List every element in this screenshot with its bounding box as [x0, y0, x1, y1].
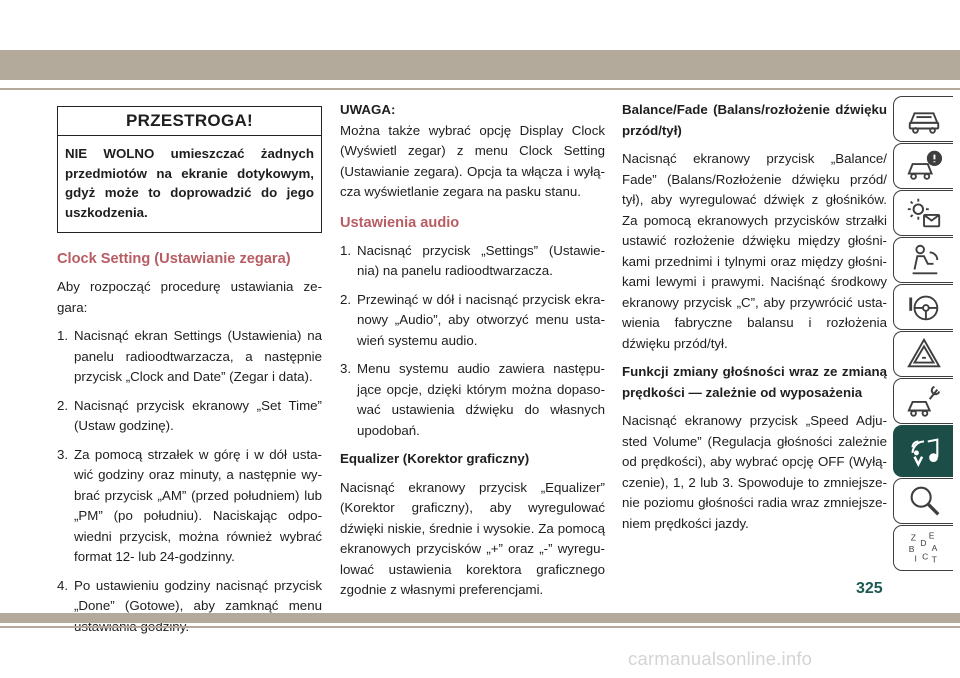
step-number: 4. [57, 577, 69, 593]
list-item [340, 290, 605, 352]
step-number: 3. [57, 446, 69, 462]
step-text: Przewinąć w dół i nacisnąć przycisk ekra-nowy „Audio”, aby otworzyć menu usta-wień systemu audio. [357, 291, 605, 348]
list-item [57, 396, 322, 437]
clock-intro: Aby rozpocząć procedurę ustawiania ze-gara: [57, 279, 322, 315]
index-letter: Z [910, 532, 916, 543]
search-index-icon[interactable] [893, 478, 953, 524]
balance-fade-text: Nacisnąć ekranowy przycisk „Balance/ Fade” (Balans/Rozłożenie dźwięku przód/ tył), aby wyregulować dźwięk z głośników. Za pomocą ekranowych przycisków strzałki ustawić rozłożenie dźwięku między głośni-kami przednimi i tylnymi oraz między głośni-kami lewymi i prawymi. Naciśnąć środkowy ekranowy przycisk „C”, aby przywrócić usta-wienia fabryczne balansu i rozłożenia dźwięku przód/tył. [622, 151, 887, 351]
equalizer-text: Nacisnąć ekranowy przycisk „Equalizer” (Korektor graficzny), aby wyregulować dźwięki niskie, średnie i wysokie. Za pomocą ekranowych przycisków „+” oraz „-” wyregu-lować ustawienia korektora graficznego zgodnie z własnymi preferencjami. [340, 479, 605, 597]
watermark: carmanualsonline.info [628, 648, 813, 669]
index-letter: B [908, 543, 915, 554]
bottom-divider-line [0, 626, 960, 628]
warning-box [57, 106, 322, 233]
step-number: 1. [340, 242, 352, 258]
index-letter: A [931, 542, 937, 553]
warning-title: PRZESTROGA! [58, 107, 321, 136]
step-text: Po ustawieniu godziny nacisnąć przycisk „Done” (Gotowe), aby zamknąć menu [74, 577, 322, 613]
index-letter: E [928, 530, 934, 541]
index-letter: C [921, 551, 928, 562]
step-number: 1. [57, 328, 69, 343]
step-text: Za pomocą strzałek w górę i w dół usta-wić godziny oraz minuty, a następnie wy-brać przycisk „AM” (przed południem) lub „PM” (po południu). Naciskając odpo-wiedni przycisk, można również wybrać format 12- lub 24-godzinny. [74, 446, 322, 564]
step-text: Menu systemu audio zawiera następu-jące opcje, dzięki którym można dopaso-wać ustawienia dźwięku do własnych upodobań. [357, 361, 605, 438]
index-letter: D [919, 538, 926, 549]
list-item [340, 241, 605, 282]
note-text: Można także wybrać opcję Display Clock (Wyświetl zegar) z menu Clock Setting (Ustawianie zegara). Opcja ta włącza i wyłą-cza wyświetlanie zegara na pasku stanu. [340, 122, 605, 199]
column-right [622, 100, 887, 542]
column-middle [340, 100, 605, 609]
index-letter: T [931, 554, 937, 565]
car-dashboard-icon[interactable] [893, 96, 953, 142]
balance-fade-heading: Balance/Fade (Balans/rozłożenie dźwięku przód/tył) [622, 102, 887, 138]
speed-volume-text: Nacisnąć ekranowy przycisk „Speed Adju-sted Volume” (Regulacja głośności zależnie od prędkości), aby wybrać opcję OFF (Wyłą-czenie), 1, 2 lub 3. Spowoduje to zmniejsze-nie poziomu głośności radia wraz zmniejsze-niem prędkości jazdy. [622, 413, 887, 531]
steering-wheel-icon[interactable] [893, 284, 953, 330]
step-text: Nacisnąć przycisk „Settings” (Ustawie-nia) na panelu radioodtwarzacza. [357, 242, 605, 278]
column-left [57, 100, 322, 645]
step-number: 3. [340, 361, 352, 376]
speed-volume-heading: Funkcji zmiany głośności wraz ze zmianą prędkości — zależnie od wyposażenia [622, 364, 887, 400]
page-number: 325 [856, 580, 883, 597]
hazard-triangle-icon[interactable] [893, 331, 953, 377]
top-decorative-band [0, 50, 960, 80]
step-number: 2. [340, 291, 352, 307]
audio-settings-heading: Ustawienia audio [340, 214, 460, 231]
note-label: UWAGA: [340, 102, 396, 117]
list-item [340, 359, 605, 441]
clock-steps-list [57, 326, 322, 637]
equalizer-heading: Equalizer (Korektor graficzny) [340, 451, 530, 466]
clock-setting-heading: Clock Setting (Ustawianie zegara) [57, 251, 291, 267]
car-safety-icon[interactable] [893, 237, 953, 283]
warning-text: NIE WOLNO umieszczać żadnych przedmiotów na ekranie dotykowym, gdyż może to doprowadzić do jego uszkodzenia. [65, 146, 314, 220]
chapter-tabs-sidebar [893, 96, 953, 572]
car-alert-icon[interactable] [893, 143, 953, 189]
alphabet-index-icon[interactable] [893, 525, 953, 571]
warning-lights-icon[interactable] [893, 190, 953, 236]
index-letter: I [914, 553, 917, 564]
multimedia-icon[interactable] [893, 425, 953, 477]
top-divider-line [0, 88, 960, 90]
wrench-car-icon[interactable] [893, 378, 953, 424]
step-number: 2. [57, 397, 69, 413]
list-item [57, 445, 322, 568]
step-text: Nacisnąć przycisk ekranowy „Set Time” (Ustaw godzinę). [74, 397, 322, 433]
step-text: Nacisnąć ekran Settings (Ustawienia) na panelu radioodtwarzacza, a następnie przycisk „Clock and Date” (Zegar i data). [74, 328, 322, 384]
audio-steps-list [340, 241, 605, 442]
list-item [57, 326, 322, 388]
bottom-decorative-band [0, 613, 960, 623]
